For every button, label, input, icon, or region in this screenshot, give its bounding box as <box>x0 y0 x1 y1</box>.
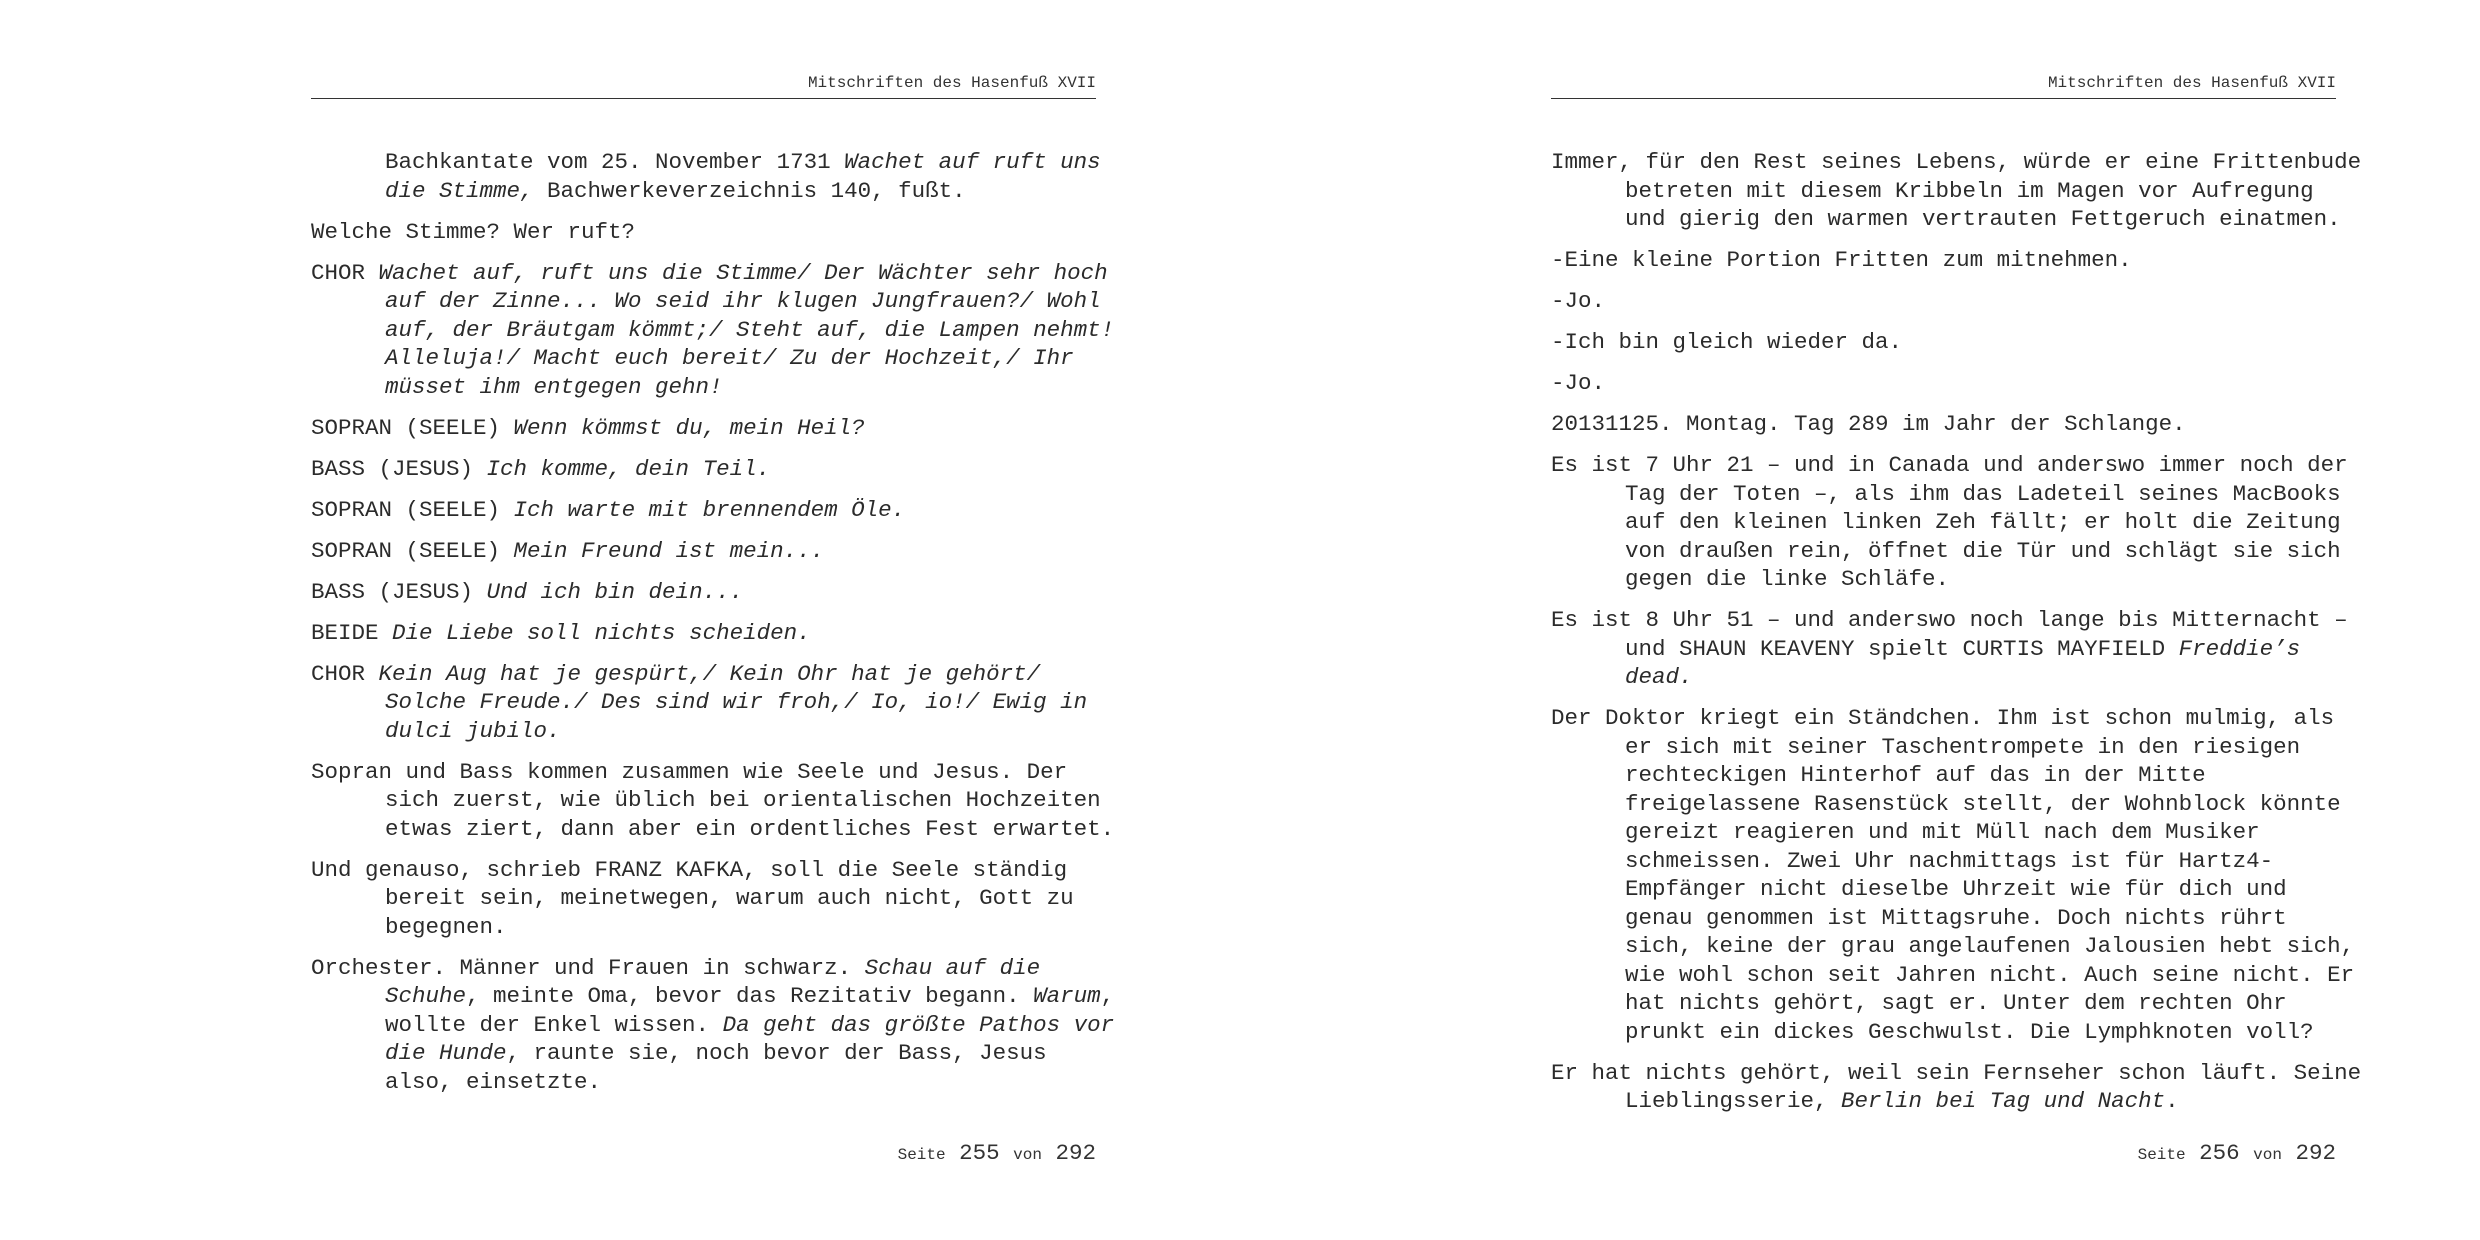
text-run: , meinte Oma, bevor das Rezitativ begann. <box>466 983 1034 1009</box>
text-run: von draußen rein, öffnet die Tür und schlägt sie sich <box>1625 537 2341 564</box>
text-run: Orchester. Männer und Frauen in schwarz. <box>311 954 865 981</box>
text-run: Wenn kömmst du, mein Heil? <box>513 414 865 441</box>
paragraph <box>311 259 1115 402</box>
text-run: , <box>1100 983 1115 1009</box>
paragraph <box>311 496 1096 525</box>
footer-of: von <box>1013 1146 1042 1164</box>
page-total: 292 <box>2295 1140 2336 1166</box>
paragraph <box>311 148 1101 205</box>
text-run: und SHAUN KEAVENY spielt CURTIS MAYFIELD <box>1625 635 2179 662</box>
paragraph <box>311 856 1096 942</box>
paragraph <box>311 537 1096 566</box>
text-run: freigelassene Rasenstück stellt, der Wohnblock könnte <box>1625 790 2341 817</box>
text-run: -Jo. <box>1551 370 1606 396</box>
text-run: Die Liebe soll nichts scheiden. <box>392 619 811 646</box>
running-header: Mitschriften des Hasenfuß XVII <box>1551 74 2336 99</box>
text-run: gegen die linke Schläfe. <box>1625 566 1950 592</box>
text-run: sich, keine der grau angelaufenen Jalousien hebt sich, <box>1625 933 2355 959</box>
text-run: Welche Stimme? Wer ruft? <box>311 218 636 245</box>
paragraph <box>311 455 1096 484</box>
text-run: die Hunde <box>385 1040 507 1066</box>
text-run: Sopran und Bass kommen zusammen wie Seele und Jesus. Der <box>311 758 1068 785</box>
text-run: Warum <box>1033 983 1101 1009</box>
text-run: CHOR <box>311 660 379 687</box>
footer-of: von <box>2253 1146 2282 1164</box>
text-run: wollte der Enkel wissen. <box>385 1011 723 1038</box>
page-footer <box>2138 1140 2336 1166</box>
paragraph <box>1551 606 2348 692</box>
page-footer <box>898 1140 1096 1166</box>
text-run: sich zuerst, wie üblich bei orientalischen Hochzeiten <box>385 787 1101 813</box>
paragraph <box>1551 451 2348 594</box>
text-run: Lieblingsserie, <box>1625 1088 1842 1114</box>
text-run: Immer, für den Rest seines Lebens, würde er eine Frittenbude <box>1551 149 2362 175</box>
text-run: Und genauso, schrieb FRANZ KAFKA, soll die Seele ständig <box>311 856 1068 883</box>
text-run: und gierig den warmen vertrauten Fettgeruch einatmen. <box>1625 206 2341 232</box>
text-run: Ich komme, dein Teil. <box>486 455 771 482</box>
paragraph <box>311 619 1096 648</box>
page-number: 255 <box>959 1140 1000 1166</box>
text-run: er sich mit seiner Taschentrompete in den riesigen <box>1625 733 2301 760</box>
text-run: bereit sein, meinetwegen, warum auch nicht, Gott zu <box>385 885 1074 911</box>
text-run: begegnen. <box>385 913 507 940</box>
text-run: CHOR <box>311 259 379 286</box>
page-content <box>311 148 1115 1109</box>
text-run: dead. <box>1625 664 1693 690</box>
right-page <box>1551 0 2362 1240</box>
text-run: gereizt reagieren und mit Müll nach dem Musiker <box>1625 819 2260 845</box>
text-run: Solche Freude./ Des sind wir froh,/ Io, io!/ Ewig in <box>385 689 1088 715</box>
page-number: 256 <box>2199 1140 2240 1166</box>
text-run: Berlin bei Tag und Nacht <box>1841 1088 2166 1114</box>
text-run: Wachet auf, ruft uns die Stimme/ Der Wächter sehr hoch <box>378 259 1108 286</box>
text-run: Tag der Toten –, als ihm das Ladeteil seines MacBooks <box>1625 480 2341 507</box>
text-run: rechteckigen Hinterhof auf das in der Mitte <box>1625 762 2206 788</box>
paragraph <box>311 414 1096 443</box>
text-run: Schau auf die <box>864 954 1041 981</box>
text-run: Der Doktor kriegt ein Ständchen. Ihm ist schon mulmig, als <box>1551 705 2335 731</box>
running-header: Mitschriften des Hasenfuß XVII <box>311 74 1096 99</box>
text-run: 20131125. Montag. Tag 289 im Jahr der Schlange. <box>1551 411 2186 437</box>
text-run: die Stimme, <box>385 177 534 204</box>
text-run: BASS (JESUS) <box>311 455 487 482</box>
text-run: Es ist 7 Uhr 21 – und in Canada und anderswo immer noch der <box>1551 452 2348 478</box>
text-run: . <box>2165 1088 2179 1114</box>
paragraph <box>311 578 1096 607</box>
paragraph <box>311 758 1115 844</box>
text-run: schmeissen. Zwei Uhr nachmittags ist für Hartz4- <box>1625 847 2274 874</box>
paragraph <box>1551 1059 2362 1116</box>
text-run: Und ich bin dein... <box>486 578 744 605</box>
paragraph <box>1551 148 2362 234</box>
text-run: Wachet auf ruft uns <box>844 149 1101 175</box>
paragraph <box>311 660 1096 746</box>
left-page <box>311 0 1115 1240</box>
paragraph <box>1551 328 2336 357</box>
footer-prefix: Seite <box>897 1146 946 1164</box>
text-run: dulci jubilo. <box>385 717 561 744</box>
text-run: Schuhe <box>385 983 467 1009</box>
text-run: genau genommen ist Mittagsruhe. Doch nichts rührt <box>1625 904 2287 931</box>
text-run: Bachwerkeverzeichnis 140, fußt. <box>533 177 966 204</box>
text-run: prunkt ein dickes Geschwulst. Die Lymphknoten voll? <box>1625 1018 2314 1045</box>
text-run: SOPRAN (SEELE) <box>311 496 514 523</box>
paragraph <box>1551 704 2355 1046</box>
text-run: Empfänger nicht dieselbe Uhrzeit wie für dich und <box>1625 876 2287 902</box>
text-run: Da geht das größte Pathos vor <box>722 1011 1115 1038</box>
text-run: hat nichts gehört, sagt er. Unter dem rechten Ohr <box>1625 990 2287 1016</box>
text-run: müsset ihm entgegen gehn! <box>385 373 723 400</box>
text-run: auf der Zinne... Wo seid ihr klugen Jungfrauen?/ Wohl <box>385 288 1101 314</box>
text-run: Bachkantate vom 25. November 1731 <box>385 149 845 175</box>
paragraph <box>1551 410 2336 439</box>
footer-prefix: Seite <box>2137 1146 2186 1164</box>
text-run: Es ist 8 Uhr 51 – und anderswo noch lange bis Mitternacht – <box>1551 607 2348 633</box>
text-run: -Jo. <box>1551 288 1606 314</box>
text-run: Ich warte mit brennendem Öle. <box>513 496 906 523</box>
page-total: 292 <box>1055 1140 1096 1166</box>
paragraph <box>1551 287 2336 316</box>
text-run: auf den kleinen linken Zeh fällt; er holt die Zeitung <box>1625 509 2341 535</box>
text-run: Kein Aug hat je gespürt,/ Kein Ohr hat je gehört/ <box>378 660 1041 687</box>
text-run: , raunte sie, noch bevor der Bass, Jesus <box>506 1040 1047 1066</box>
text-run: -Eine kleine Portion Fritten zum mitnehmen. <box>1551 247 2132 273</box>
paragraph <box>1551 369 2336 398</box>
text-run: Freddie’s <box>2178 635 2301 662</box>
text-run: also, einsetzte. <box>385 1068 602 1095</box>
text-run: auf, der Bräutgam kömmt;/ Steht auf, die Lampen nehmt! <box>385 316 1115 343</box>
text-run: SOPRAN (SEELE) <box>311 537 514 564</box>
text-run: Alleluja!/ Macht euch bereit/ Zu der Hochzeit,/ Ihr <box>385 345 1074 371</box>
paragraph <box>1551 246 2336 275</box>
text-run: BEIDE <box>311 619 393 646</box>
paragraph <box>311 218 1096 247</box>
text-run: etwas ziert, dann aber ein ordentliches Fest erwartet. <box>385 815 1115 842</box>
text-run: Er hat nichts gehört, weil sein Fernseher schon läuft. Seine <box>1551 1059 2362 1086</box>
text-run: BASS (JESUS) <box>311 578 487 605</box>
text-run: SOPRAN (SEELE) <box>311 414 514 441</box>
text-run: Mein Freund ist mein... <box>513 537 825 564</box>
text-run: wie wohl schon seit Jahren nicht. Auch seine nicht. Er <box>1625 961 2355 988</box>
text-run: -Ich bin gleich wieder da. <box>1551 329 1903 355</box>
paragraph <box>311 954 1115 1097</box>
page-content <box>1551 148 2362 1128</box>
text-run: betreten mit diesem Kribbeln im Magen vor Aufregung <box>1625 177 2314 204</box>
